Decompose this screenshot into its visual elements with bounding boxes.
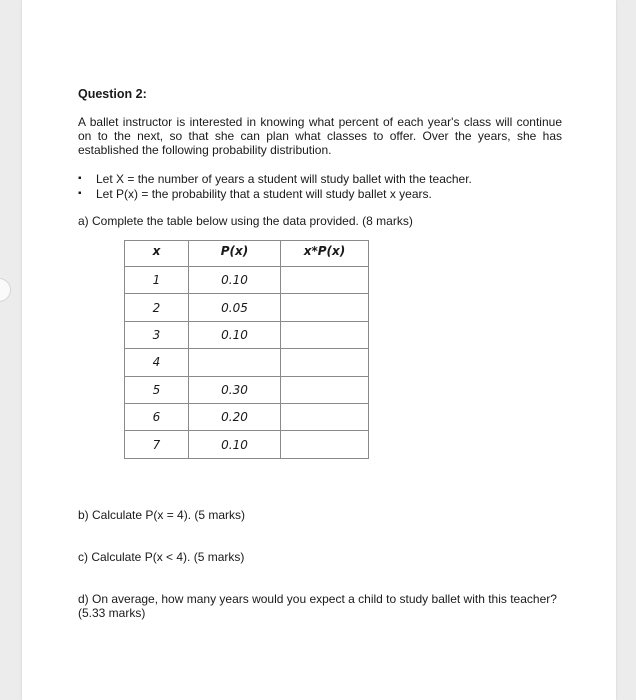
cell-xpx xyxy=(281,294,369,321)
cell-xpx xyxy=(281,267,369,294)
header-px: P(x) xyxy=(189,241,281,267)
cell-xpx xyxy=(281,376,369,403)
definition-item xyxy=(78,187,472,202)
table-row xyxy=(125,403,369,430)
part-a-prompt: a) Complete the table below using the data provided. (8 marks) xyxy=(78,214,413,228)
document-page xyxy=(22,0,616,700)
cell-x: 4 xyxy=(125,349,189,376)
cell-x: 1 xyxy=(125,267,189,294)
part-b-prompt: b) Calculate P(x = 4). (5 marks) xyxy=(78,508,246,522)
table-row xyxy=(125,267,369,294)
question-intro: A ballet instructor is interested in knowing what percent of each year's class will continue on to the next, so that she can plan what classes to offer. Over the years, she has established the following probability distribution. xyxy=(78,115,562,157)
definition-text: Let P(x) = the probability that a student will study ballet x years. xyxy=(96,187,432,201)
bullet-icon: ▪ xyxy=(78,173,82,184)
cell-xpx xyxy=(281,403,369,430)
bullet-icon: ▪ xyxy=(78,188,82,199)
table-row xyxy=(125,376,369,403)
definitions-list xyxy=(78,172,472,202)
table-row xyxy=(125,431,369,458)
cell-px: 0.10 xyxy=(189,321,281,348)
cell-px: 0.10 xyxy=(189,267,281,294)
cell-x: 5 xyxy=(125,376,189,403)
question-title: Question 2: xyxy=(78,87,147,101)
cell-x: 7 xyxy=(125,431,189,458)
cell-px: 0.05 xyxy=(189,294,281,321)
cell-x: 2 xyxy=(125,294,189,321)
header-x: x xyxy=(125,241,189,267)
table-row xyxy=(125,294,369,321)
cell-px: 0.30 xyxy=(189,376,281,403)
cell-px xyxy=(189,349,281,376)
part-d-prompt: d) On average, how many years would you expect a child to study ballet with this teacher? (5.33 marks) xyxy=(78,592,557,620)
cell-xpx xyxy=(281,321,369,348)
cell-x: 6 xyxy=(125,403,189,430)
header-xpx: x*P(x) xyxy=(281,241,369,267)
cell-x: 3 xyxy=(125,321,189,348)
table-row xyxy=(125,321,369,348)
probability-table xyxy=(124,240,369,459)
cell-px: 0.20 xyxy=(189,403,281,430)
definition-text: Let X = the number of years a student will study ballet with the teacher. xyxy=(96,172,472,186)
cell-xpx xyxy=(281,349,369,376)
definition-item xyxy=(78,172,472,187)
part-c-prompt: c) Calculate P(x < 4). (5 marks) xyxy=(78,550,245,564)
cell-px: 0.10 xyxy=(189,431,281,458)
cell-xpx xyxy=(281,431,369,458)
table-row xyxy=(125,349,369,376)
table-header-row xyxy=(125,241,369,267)
sidebar-toggle-handle[interactable] xyxy=(0,278,11,302)
